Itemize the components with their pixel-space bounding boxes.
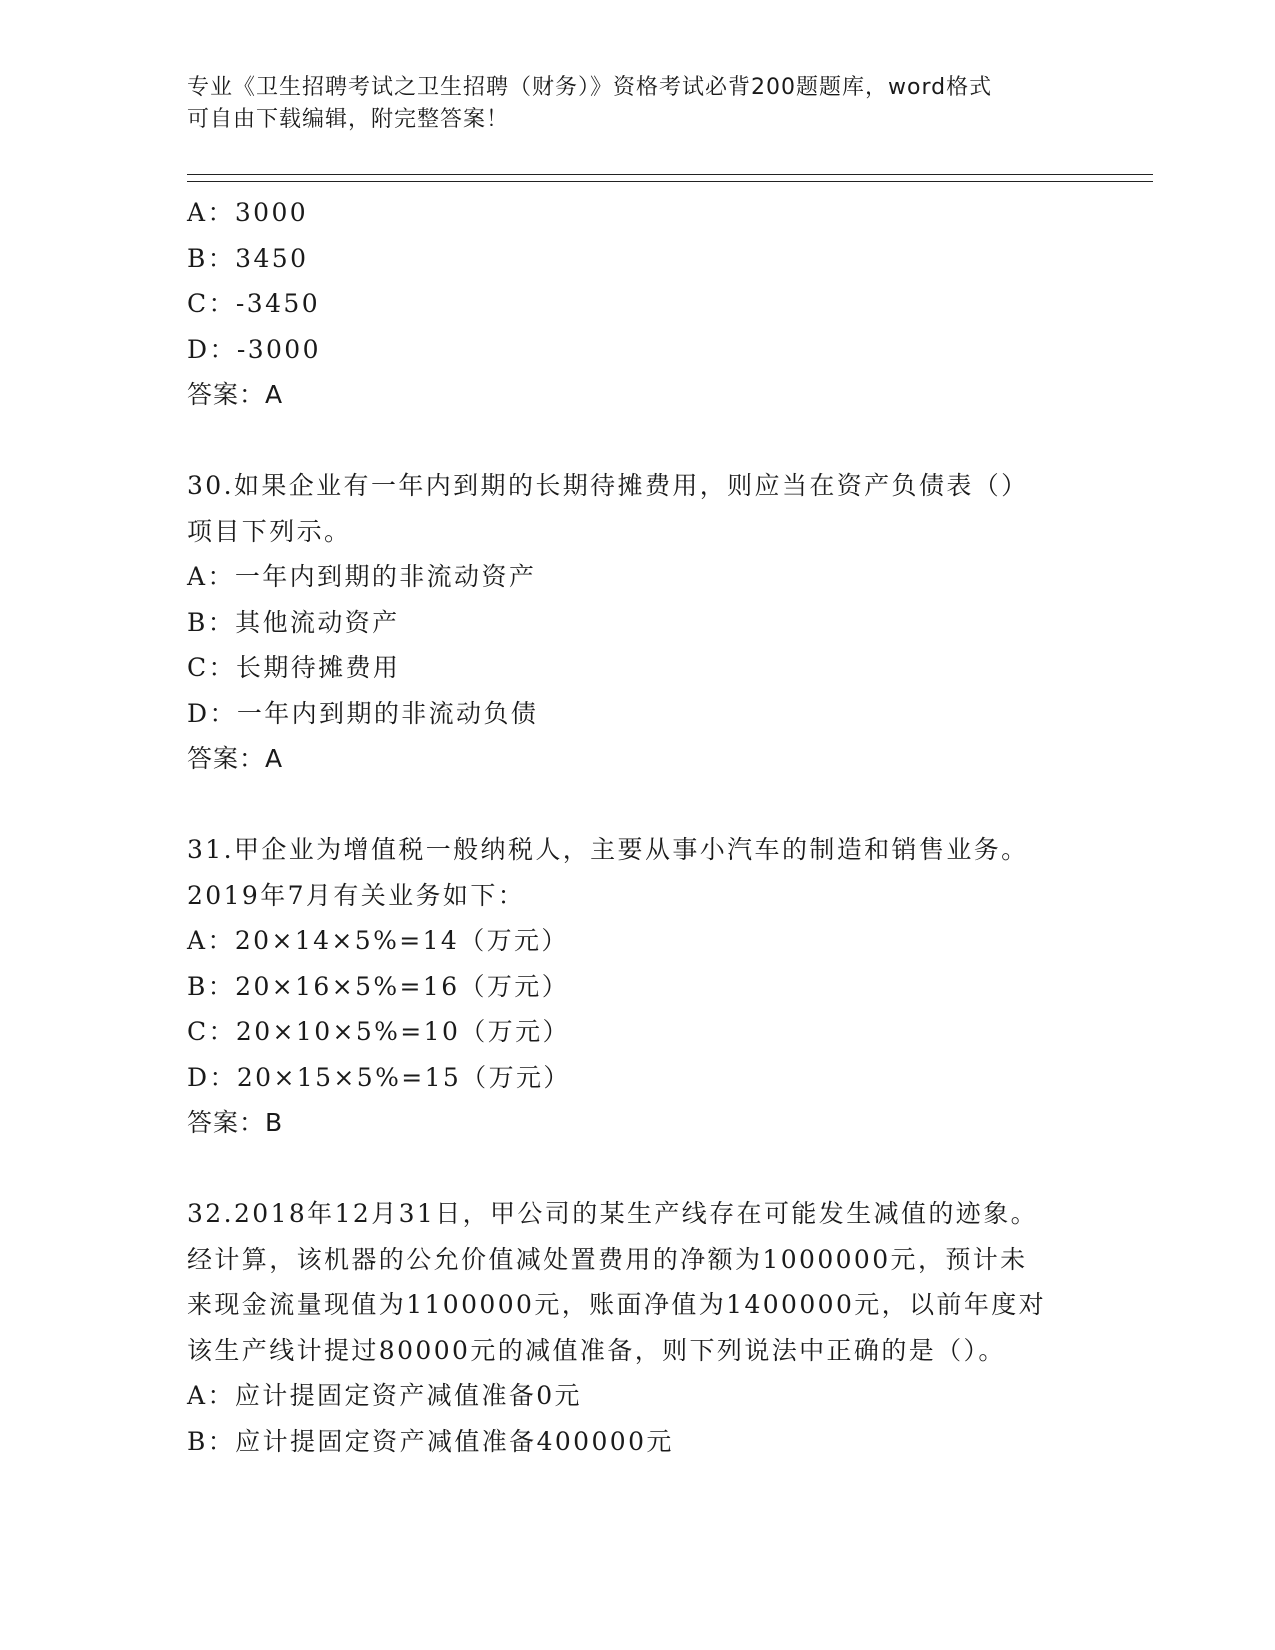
question-31 xyxy=(187,827,1107,1146)
spacer xyxy=(187,418,1107,464)
header-rule-bottom xyxy=(187,181,1153,182)
option-b: B：20×16×5%=16（万元） xyxy=(187,971,570,1001)
option-d: D：-3000 xyxy=(187,334,321,364)
option-a: A：20×14×5%=14（万元） xyxy=(187,926,569,955)
question-stem-line: 来现金流量现值为1100000元，账面净值为1400000元，以前年度对 xyxy=(187,1290,1047,1319)
question-stem-line: 项目下列示。 xyxy=(187,516,352,546)
header-line-1: 专业《卫生招聘考试之卫生招聘（财务）》资格考试必背200题题库，word格式 xyxy=(187,75,993,100)
option-a: A：一年内到期的非流动资产 xyxy=(187,562,537,591)
question-stem-line: 32.2018年12月31日，甲公司的某生产线存在可能发生减值的迹象。 xyxy=(187,1199,1039,1228)
header-rule-top xyxy=(187,174,1153,175)
answer-line: 答案：A xyxy=(187,744,284,773)
option-b: B：3450 xyxy=(187,243,309,273)
option-c: C：长期待摊费用 xyxy=(187,653,401,682)
option-b: B：应计提固定资产减值准备400000元 xyxy=(187,1426,674,1456)
option-c: C：-3450 xyxy=(187,289,320,318)
option-d: D：20×15×5%=15（万元） xyxy=(187,1062,571,1092)
spacer xyxy=(187,1146,1107,1192)
option-b: B：其他流动资产 xyxy=(187,607,400,637)
answer-line: 答案：B xyxy=(187,1108,284,1137)
question-32 xyxy=(187,1191,1107,1464)
question-list xyxy=(187,190,1107,1464)
spacer xyxy=(187,782,1107,828)
document-header xyxy=(187,72,1067,136)
option-a: A：3000 xyxy=(187,198,309,227)
answer-line: 答案：A xyxy=(187,380,284,409)
question-stem-line: 该生产线计提过80000元的减值准备，则下列说法中正确的是（）。 xyxy=(187,1335,1006,1365)
question-stem-line: 30.如果企业有一年内到期的长期待摊费用，则应当在资产负债表（） xyxy=(187,471,1029,500)
question-stem-line: 经计算，该机器的公允价值减处置费用的净额为1000000元，预计未 xyxy=(187,1244,1028,1274)
option-d: D：一年内到期的非流动负债 xyxy=(187,698,539,728)
header-line-2: 可自由下载编辑，附完整答案！ xyxy=(187,107,510,132)
question-30 xyxy=(187,463,1107,782)
question-stem-line: 31.甲企业为增值税一般纳税人，主要从事小汽车的制造和销售业务。 xyxy=(187,835,1029,864)
option-a: A：应计提固定资产减值准备0元 xyxy=(187,1381,582,1410)
option-c: C：20×10×5%=10（万元） xyxy=(187,1017,570,1046)
question-stem-line: 2019年7月有关业务如下： xyxy=(187,880,526,910)
question-29 xyxy=(187,190,1107,418)
